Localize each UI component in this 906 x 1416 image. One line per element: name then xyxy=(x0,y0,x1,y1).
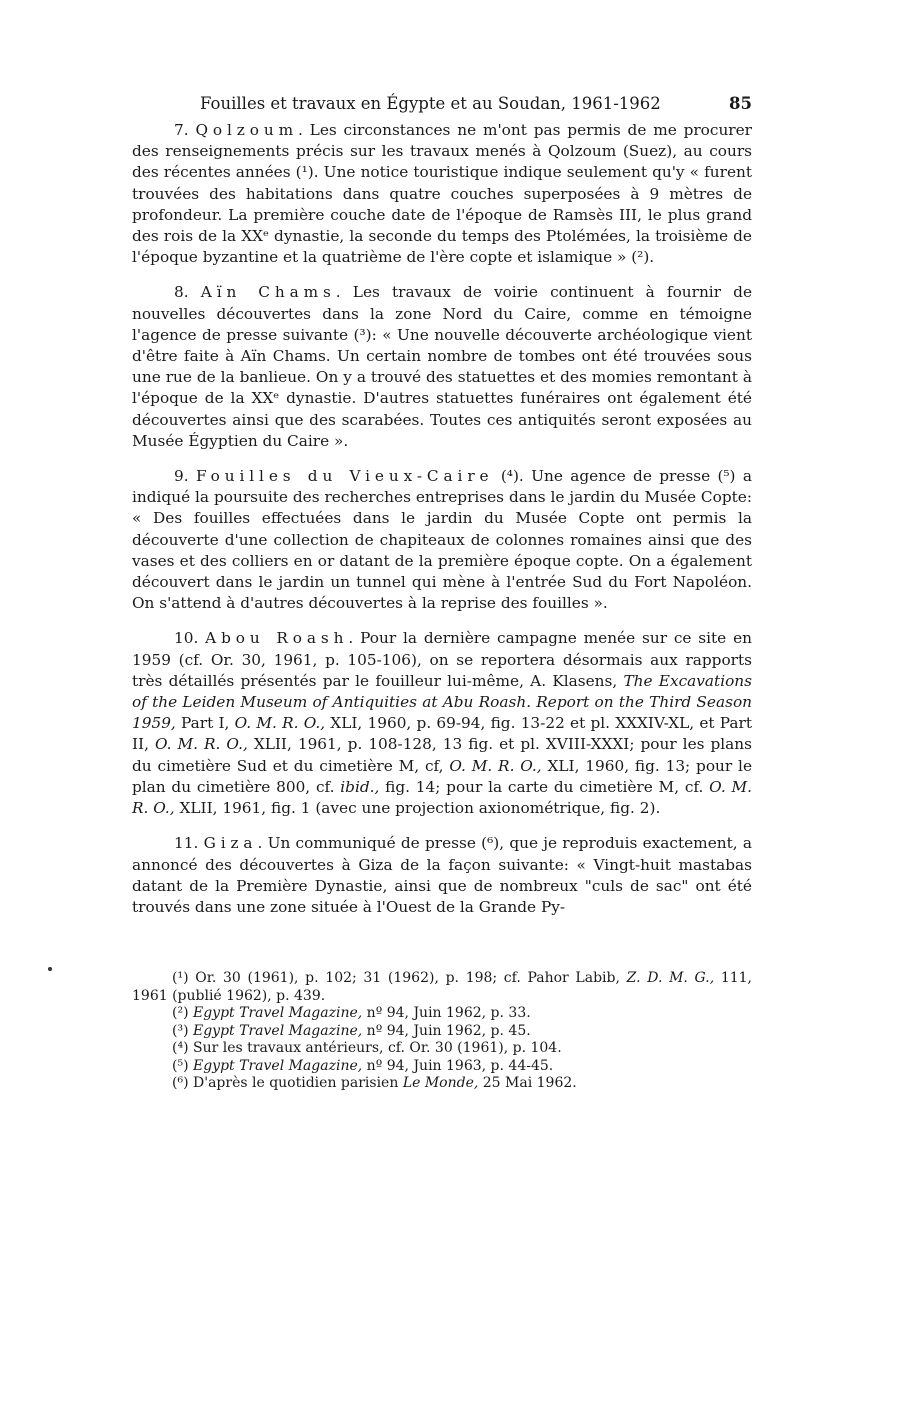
footnote-text: 111, 1961 (publié 1962), p. 439. xyxy=(132,970,752,1004)
footnote-5 xyxy=(132,1058,752,1076)
footnote-marker: (⁵) xyxy=(172,1057,189,1074)
footnote-4 xyxy=(132,1040,752,1058)
footnote-italic: Z. D. M. G., xyxy=(626,970,715,987)
section-heading: Qolzoum xyxy=(195,121,298,139)
section-qolzoum xyxy=(132,120,752,268)
footnote-text: Or. 30 (1961), p. 102; 31 (1962), p. 198; cf. Pahor Labib, xyxy=(188,970,627,987)
section-heading: Fouilles du Vieux-Caire xyxy=(195,467,494,486)
section-heading: Abou Roash xyxy=(205,629,349,648)
footnote-text: 25 Mai 1962. xyxy=(478,1075,577,1092)
footnote-marker: (⁶) xyxy=(172,1075,189,1092)
page-number: 85 xyxy=(729,94,752,113)
running-head xyxy=(132,92,752,120)
margin-dot xyxy=(48,967,52,971)
section-text: XLI, 1960, fig. 13; pour le plan du cimetière 800, cf. xyxy=(132,756,752,796)
footnote-text: D'après le quotidien parisien xyxy=(188,1075,403,1092)
section-abou-roash xyxy=(132,628,752,819)
footnote-marker: (⁴) xyxy=(172,1040,189,1057)
section-text: . Les circonstances ne m'ont pas permis de me procurer des renseignements précis sur les travaux menés à Qolzoum (Suez), au cours des récentes années (¹). Une notice touristique indique seulement qu'y « furent trouvées des habitations dans quatre couches superposées à 9 mètres de profondeur. La première couche date de l'époque de Ramsès III, le plus grand des rois de la XXᵉ dynastie, la seconde du temps des Ptolémées, la troisième de l'époque byzantine et la quatrième de l'ère copte et islamique » (²). xyxy=(132,121,752,267)
footnote-marker: (¹) xyxy=(172,970,189,987)
footnote-text: nº 94, Juin 1962, p. 45. xyxy=(362,1022,531,1039)
footnote-italic: Le Monde, xyxy=(402,1075,479,1092)
footnote-text: Sur les travaux antérieurs, cf. Or. 30 (1961), p. 104. xyxy=(188,1040,562,1057)
footnote-marker: (³) xyxy=(172,1022,189,1039)
section-number: 8. xyxy=(174,283,189,302)
journal-abbrev: O. M. R. O., xyxy=(132,777,752,818)
footnote-6 xyxy=(132,1075,752,1093)
footnote-italic: Egypt Travel Magazine, xyxy=(193,1057,363,1074)
ibid-ref: ibid., xyxy=(340,777,380,796)
section-text: . Un communiqué de presse (⁶), que je reproduis exactement, a annoncé des découvertes à Giza de la façon suivante: « Vingt-huit mastabas datant de la Première Dynastie, ainsi que de nombreux "culs de sac" ont été trouvés dans une zone située à l'Ouest de la Grande Py- xyxy=(132,834,752,916)
section-text: . Les travaux de voirie continuent à fournir de nouvelles découvertes dans la zone Nord du Caire, comme en témoigne l'agence de presse suivante (³): « Une nouvelle découverte archéologique vient d'être faite à Aïn Chams. Un certain nombre de tombes ont été trouvées sous une rue de la banlieue. On y a trouvé des statuettes et des momies remontant à l'époque de la XXᵉ dynastie. D'autres statuettes funéraires ont également été découvertes ainsi que des scarabées. Toutes ces antiquités seront exposées au Musée Égyptien du Caire ». xyxy=(132,283,753,450)
section-text: . Pour la dernière campagne menée sur ce site en 1959 (cf. Or. 30, 1961, p. 105-106), on se reportera désormais aux rapports très détaillés présentés par le fouilleur lui-même, A. Klasens, xyxy=(132,629,752,690)
journal-abbrev: O. M. R. O., xyxy=(234,714,326,733)
section-heading: Giza xyxy=(203,834,258,853)
document-page xyxy=(132,92,752,1093)
section-heading: Aïn Chams xyxy=(200,283,336,302)
footnote-text: nº 94, Juin 1963, p. 44-45. xyxy=(362,1057,554,1074)
section-text: fig. 14; pour la carte du cimetière M, cf. xyxy=(379,777,710,796)
section-ain-chams xyxy=(132,282,752,452)
section-giza xyxy=(132,833,752,918)
running-title: Fouilles et travaux en Égypte et au Soudan, 1961-1962 xyxy=(200,94,661,113)
section-vieux-caire xyxy=(132,466,752,614)
section-text: XLI, 1960, p. 69-94, fig. 13-22 et pl. XXXIV-XL, et Part II, xyxy=(132,714,752,754)
section-number: 9. xyxy=(174,467,189,486)
footnote-2 xyxy=(132,1005,752,1023)
section-text: XLII, 1961, p. 108-128, 13 fig. et pl. XVIII-XXXI; pour les plans du cimetière Sud et du cimetière M, cf, xyxy=(132,735,752,775)
footnote-1 xyxy=(132,970,752,1005)
section-text: XLII, 1961, fig. 1 (avec une projection axionométrique, fig. 2). xyxy=(174,799,661,818)
section-number: 11. xyxy=(174,834,199,853)
journal-abbrev: O. M. R. O., xyxy=(449,756,542,775)
section-text: (⁴). Une agence de presse (⁵) a indiqué la poursuite des recherches entreprises dans le jardin du Musée Copte: « Des fouilles effectuées dans le jardin du Musée Copte ont permis la découverte d'une collection de chapiteaux de colonnes romaines ainsi que des vases et des colliers en or datant de la première époque copte. On a également découvert dans le jardin un tunnel qui mène à l'entrée Sud du Fort Napoléon. On s'attend à d'autres découvertes à la reprise des fouilles ». xyxy=(132,467,752,613)
section-number: 10. xyxy=(174,629,199,648)
footnote-italic: Egypt Travel Magazine, xyxy=(193,1022,363,1039)
footnote-italic: Egypt Travel Magazine, xyxy=(193,1005,363,1022)
footnotes xyxy=(132,970,752,1093)
footnote-text: nº 94, Juin 1962, p. 33. xyxy=(362,1005,531,1022)
journal-abbrev: O. M. R. O., xyxy=(154,735,248,754)
footnote-3 xyxy=(132,1023,752,1041)
section-text: Part I, xyxy=(175,714,235,733)
citation-title: The Excavations of the Leiden Museum of Antiquities at Abu Roash. Report on the Third Season 1959, xyxy=(132,671,752,733)
footnote-marker: (²) xyxy=(172,1005,189,1022)
section-number: 7. xyxy=(174,121,189,139)
